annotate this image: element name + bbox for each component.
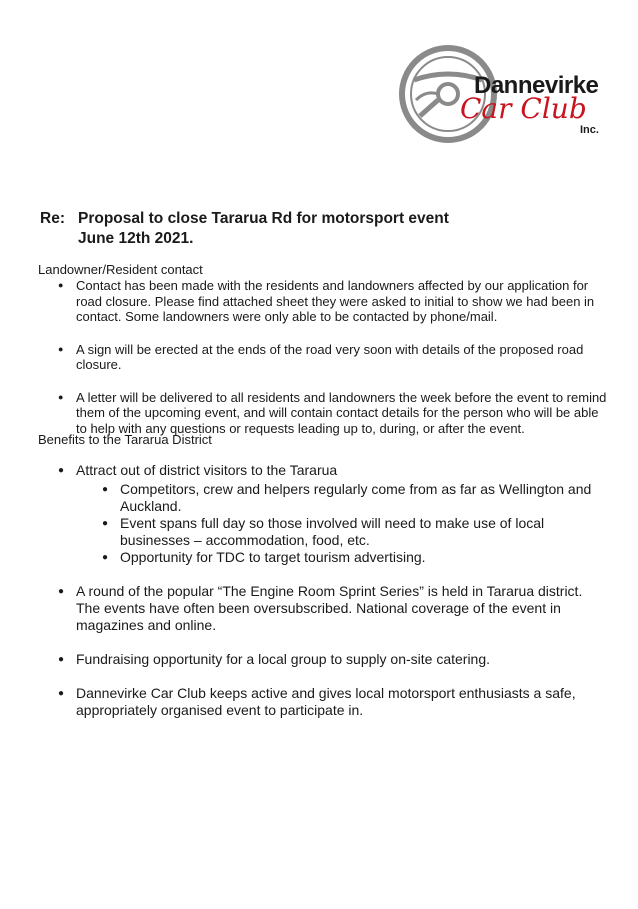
list-item: ● Fundraising opportunity for a local group to supply on-site catering.	[58, 651, 608, 668]
club-logo	[396, 40, 616, 148]
letter-title	[40, 209, 600, 249]
list-item: ● A letter will be delivered to all residents and landowners the week before the event to remind them of the upcoming event, and will contain contact details for the person who will be able to help with any questions or requests leading up to, during, or after the event.	[58, 390, 608, 437]
section-heading-benefits: Benefits to the Tararua District	[38, 432, 212, 447]
logo-text-dannevirke: Dannevirke	[474, 72, 599, 99]
list-item: ● A round of the popular “The Engine Room Sprint Series” is held in Tararua district. The events have often been oversubscribed. National coverage of the event in magazines and online.	[58, 583, 608, 634]
visitor-sublist	[76, 481, 608, 566]
title-line-1: Proposal to close Tararua Rd for motorsport event	[78, 210, 449, 227]
sublist-item: ● Opportunity for TDC to target tourism advertising.	[102, 549, 608, 566]
sublist-item: ● Competitors, crew and helpers regularly come from as far as Wellington and Auckland.	[102, 481, 608, 515]
list-item: ● Contact has been made with the residents and landowners affected by our application for road closure. Please find attached sheet they were asked to initial to show we had been in contact. Some landowners were only able to be contacted by phone/mail.	[58, 278, 608, 325]
list-item	[58, 462, 608, 566]
list-item-text: Attract out of district visitors to the Tararua	[76, 462, 338, 478]
landowner-list	[58, 278, 608, 436]
section-heading-landowner: Landowner/Resident contact	[38, 262, 203, 277]
title-prefix: Re:	[40, 210, 65, 227]
title-line-2: June 12th 2021.	[78, 230, 194, 247]
benefits-list	[58, 462, 608, 719]
list-item: ● A sign will be erected at the ends of the road very soon with details of the proposed road closure.	[58, 342, 608, 373]
sublist-item: ● Event spans full day so those involved will need to make use of local businesses – accommodation, food, etc.	[102, 515, 608, 549]
list-item: ● Dannevirke Car Club keeps active and gives local motorsport enthusiasts a safe, appropriately organised event to participate in.	[58, 685, 608, 719]
logo-text-inc: Inc.	[580, 124, 599, 136]
logo-text-car-club: Car Club	[460, 92, 587, 125]
